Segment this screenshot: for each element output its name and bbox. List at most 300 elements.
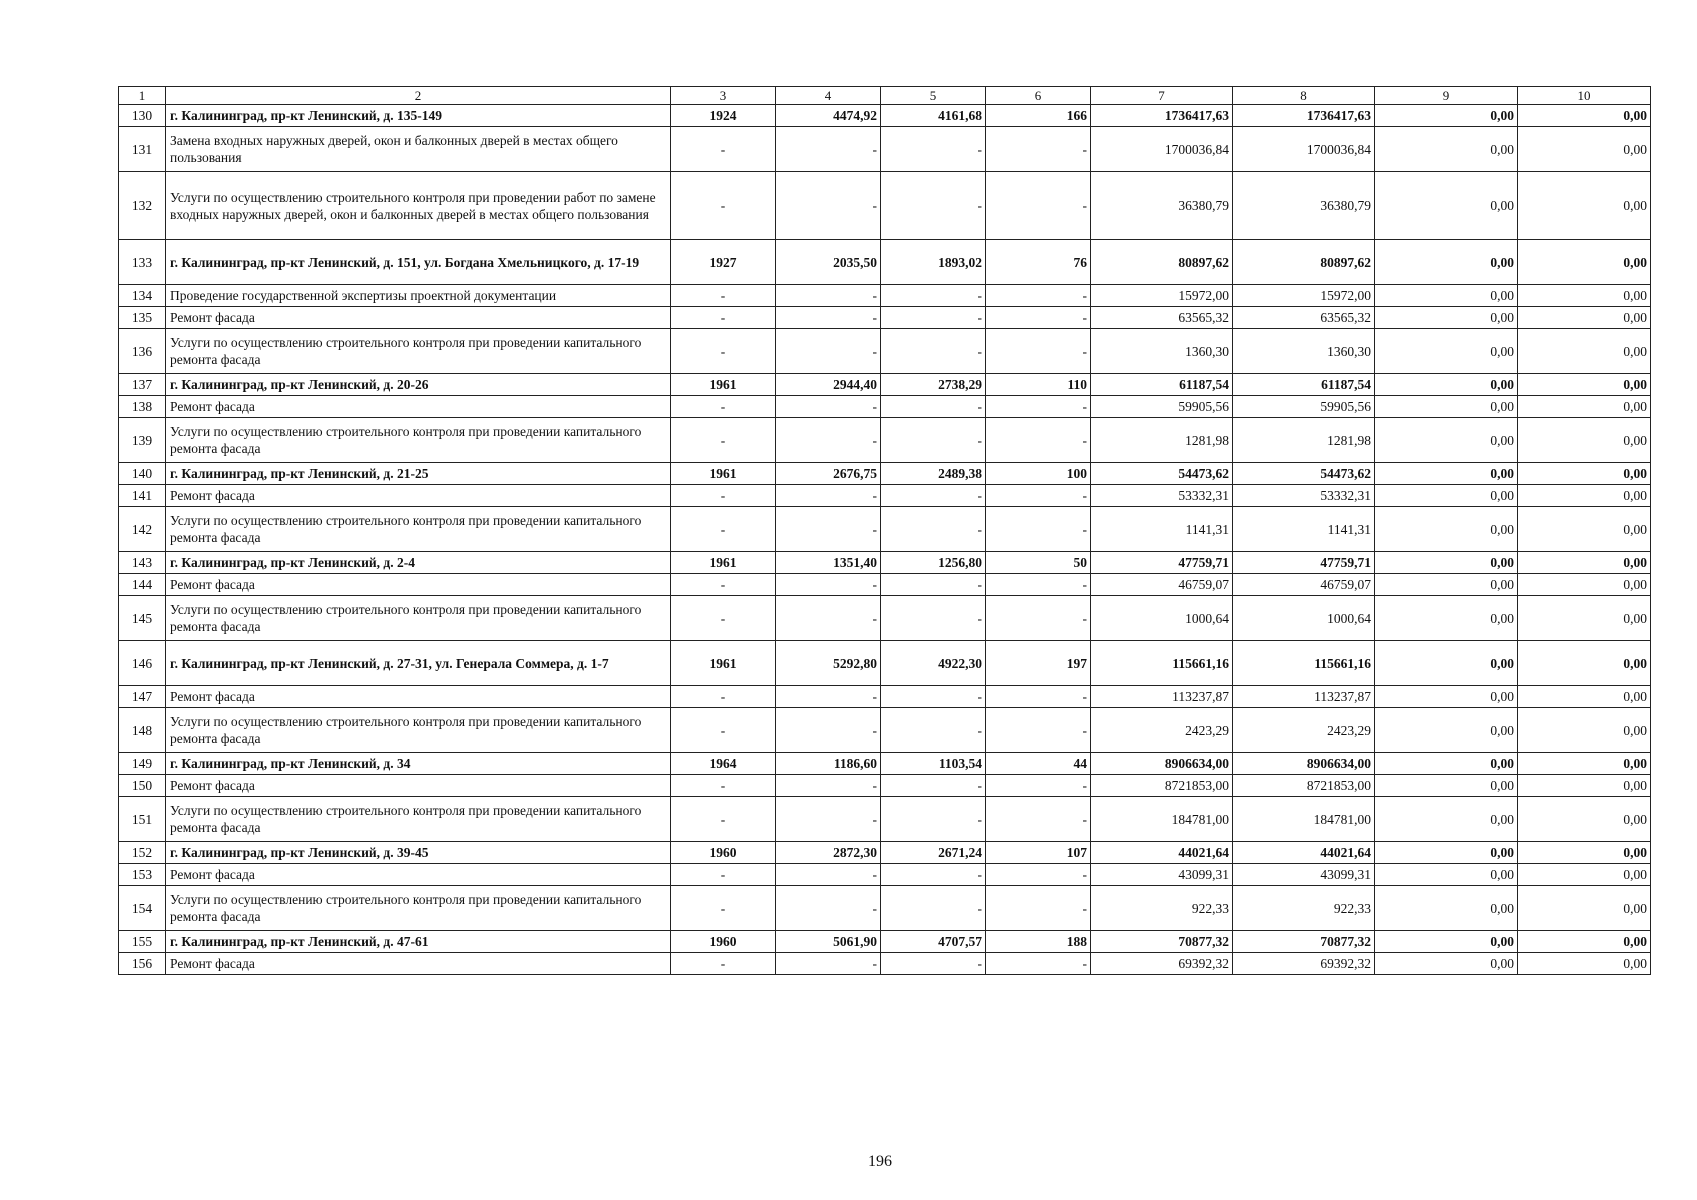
residents-cell: -: [986, 596, 1091, 641]
residents-cell: -: [986, 396, 1091, 418]
residents-cell: -: [986, 708, 1091, 753]
row-number: 138: [119, 396, 166, 418]
cost-other-cell: 0,00: [1518, 775, 1651, 797]
cost-budget-cell: 0,00: [1375, 105, 1518, 127]
cost-total-cell: 115661,16: [1091, 641, 1233, 686]
total-area-cell: -: [776, 886, 881, 931]
residents-cell: -: [986, 775, 1091, 797]
row-name: Ремонт фасада: [166, 953, 671, 975]
cost-budget-cell: 0,00: [1375, 641, 1518, 686]
row-name: Проведение государственной экспертизы проектной документации: [166, 285, 671, 307]
cost-budget-cell: 0,00: [1375, 552, 1518, 574]
residents-cell: 188: [986, 931, 1091, 953]
year-cell: 1960: [671, 842, 776, 864]
row-name: г. Калининград, пр-кт Ленинский, д. 151, ул. Богдана Хмельницкого, д. 17-19: [166, 240, 671, 285]
cost-total-cell: 1736417,63: [1091, 105, 1233, 127]
cost-other-cell: 0,00: [1518, 463, 1651, 485]
row-name: Ремонт фасада: [166, 686, 671, 708]
living-area-cell: -: [881, 686, 986, 708]
year-cell: -: [671, 953, 776, 975]
cost-budget-cell: 0,00: [1375, 172, 1518, 240]
cost-other-cell: 0,00: [1518, 105, 1651, 127]
total-area-cell: -: [776, 329, 881, 374]
cost-fund-cell: 80897,62: [1233, 240, 1375, 285]
residents-cell: -: [986, 172, 1091, 240]
living-area-cell: -: [881, 574, 986, 596]
total-area-cell: -: [776, 507, 881, 552]
year-cell: -: [671, 396, 776, 418]
column-number-header-row: [119, 87, 1651, 105]
residents-cell: 44: [986, 753, 1091, 775]
row-name: г. Калининград, пр-кт Ленинский, д. 21-25: [166, 463, 671, 485]
work-row: [119, 864, 1651, 886]
year-cell: 1961: [671, 641, 776, 686]
cost-other-cell: 0,00: [1518, 753, 1651, 775]
row-number: 147: [119, 686, 166, 708]
column-header: 1: [119, 87, 166, 105]
total-area-cell: 2944,40: [776, 374, 881, 396]
living-area-cell: -: [881, 708, 986, 753]
cost-other-cell: 0,00: [1518, 686, 1651, 708]
row-name: г. Калининград, пр-кт Ленинский, д. 34: [166, 753, 671, 775]
cost-other-cell: 0,00: [1518, 842, 1651, 864]
year-cell: -: [671, 596, 776, 641]
work-row: [119, 574, 1651, 596]
row-number: 154: [119, 886, 166, 931]
total-area-cell: -: [776, 127, 881, 172]
cost-fund-cell: 63565,32: [1233, 307, 1375, 329]
cost-budget-cell: 0,00: [1375, 396, 1518, 418]
year-cell: -: [671, 485, 776, 507]
cost-fund-cell: 184781,00: [1233, 797, 1375, 842]
cost-fund-cell: 46759,07: [1233, 574, 1375, 596]
total-area-cell: -: [776, 396, 881, 418]
cost-total-cell: 1281,98: [1091, 418, 1233, 463]
work-row: [119, 507, 1651, 552]
row-number: 150: [119, 775, 166, 797]
living-area-cell: 2489,38: [881, 463, 986, 485]
work-row: [119, 886, 1651, 931]
cost-fund-cell: 115661,16: [1233, 641, 1375, 686]
year-cell: -: [671, 172, 776, 240]
total-area-cell: 1186,60: [776, 753, 881, 775]
row-name: Услуги по осуществлению строительного контроля при проведении капитального ремонта фасада: [166, 418, 671, 463]
row-name: Услуги по осуществлению строительного контроля при проведении капитального ремонта фасада: [166, 596, 671, 641]
work-row: [119, 418, 1651, 463]
row-number: 142: [119, 507, 166, 552]
work-row: [119, 775, 1651, 797]
cost-other-cell: 0,00: [1518, 285, 1651, 307]
cost-budget-cell: 0,00: [1375, 485, 1518, 507]
residents-cell: -: [986, 307, 1091, 329]
total-area-cell: -: [776, 307, 881, 329]
row-name: Ремонт фасада: [166, 864, 671, 886]
column-header: 3: [671, 87, 776, 105]
living-area-cell: 4161,68: [881, 105, 986, 127]
cost-other-cell: 0,00: [1518, 307, 1651, 329]
total-area-cell: -: [776, 797, 881, 842]
row-number: 132: [119, 172, 166, 240]
column-header: 10: [1518, 87, 1651, 105]
living-area-cell: -: [881, 953, 986, 975]
total-area-cell: -: [776, 418, 881, 463]
cost-other-cell: 0,00: [1518, 396, 1651, 418]
cost-total-cell: 2423,29: [1091, 708, 1233, 753]
year-cell: -: [671, 127, 776, 172]
row-name: Замена входных наружных дверей, окон и балконных дверей в местах общего пользования: [166, 127, 671, 172]
cost-fund-cell: 1736417,63: [1233, 105, 1375, 127]
row-number: 155: [119, 931, 166, 953]
work-row: [119, 596, 1651, 641]
cost-total-cell: 53332,31: [1091, 485, 1233, 507]
cost-total-cell: 59905,56: [1091, 396, 1233, 418]
total-area-cell: -: [776, 485, 881, 507]
column-header: 2: [166, 87, 671, 105]
cost-other-cell: 0,00: [1518, 886, 1651, 931]
year-cell: -: [671, 686, 776, 708]
residents-cell: 110: [986, 374, 1091, 396]
address-row: [119, 552, 1651, 574]
cost-budget-cell: 0,00: [1375, 329, 1518, 374]
cost-fund-cell: 8721853,00: [1233, 775, 1375, 797]
residents-cell: 100: [986, 463, 1091, 485]
row-name: Услуги по осуществлению строительного контроля при проведении капитального ремонта фасада: [166, 507, 671, 552]
residents-cell: 76: [986, 240, 1091, 285]
year-cell: -: [671, 708, 776, 753]
living-area-cell: -: [881, 507, 986, 552]
cost-budget-cell: 0,00: [1375, 864, 1518, 886]
work-row: [119, 307, 1651, 329]
cost-budget-cell: 0,00: [1375, 307, 1518, 329]
living-area-cell: -: [881, 886, 986, 931]
row-name: Услуги по осуществлению строительного контроля при проведении капитального ремонта фасада: [166, 329, 671, 374]
year-cell: -: [671, 507, 776, 552]
cost-total-cell: 1000,64: [1091, 596, 1233, 641]
column-header: 8: [1233, 87, 1375, 105]
year-cell: 1927: [671, 240, 776, 285]
cost-budget-cell: 0,00: [1375, 374, 1518, 396]
cost-fund-cell: 1000,64: [1233, 596, 1375, 641]
address-row: [119, 374, 1651, 396]
cost-other-cell: 0,00: [1518, 172, 1651, 240]
column-header: 5: [881, 87, 986, 105]
cost-other-cell: 0,00: [1518, 240, 1651, 285]
row-number: 133: [119, 240, 166, 285]
cost-total-cell: 69392,32: [1091, 953, 1233, 975]
cost-total-cell: 54473,62: [1091, 463, 1233, 485]
cost-total-cell: 44021,64: [1091, 842, 1233, 864]
row-name: г. Калининград, пр-кт Ленинский, д. 39-45: [166, 842, 671, 864]
cost-fund-cell: 69392,32: [1233, 953, 1375, 975]
cost-total-cell: 922,33: [1091, 886, 1233, 931]
cost-budget-cell: 0,00: [1375, 418, 1518, 463]
cost-fund-cell: 36380,79: [1233, 172, 1375, 240]
total-area-cell: 5061,90: [776, 931, 881, 953]
cost-total-cell: 1700036,84: [1091, 127, 1233, 172]
residents-cell: -: [986, 686, 1091, 708]
cost-budget-cell: 0,00: [1375, 953, 1518, 975]
cost-total-cell: 113237,87: [1091, 686, 1233, 708]
address-row: [119, 240, 1651, 285]
cost-budget-cell: 0,00: [1375, 463, 1518, 485]
cost-total-cell: 47759,71: [1091, 552, 1233, 574]
residents-cell: -: [986, 485, 1091, 507]
cost-budget-cell: 0,00: [1375, 797, 1518, 842]
cost-other-cell: 0,00: [1518, 864, 1651, 886]
living-area-cell: -: [881, 329, 986, 374]
cost-fund-cell: 1360,30: [1233, 329, 1375, 374]
work-row: [119, 708, 1651, 753]
year-cell: -: [671, 285, 776, 307]
row-number: 149: [119, 753, 166, 775]
residents-cell: -: [986, 507, 1091, 552]
cost-fund-cell: 70877,32: [1233, 931, 1375, 953]
row-name: Услуги по осуществлению строительного контроля при проведении капитального ремонта фасада: [166, 708, 671, 753]
living-area-cell: -: [881, 172, 986, 240]
column-header: 7: [1091, 87, 1233, 105]
row-number: 131: [119, 127, 166, 172]
year-cell: 1960: [671, 931, 776, 953]
year-cell: -: [671, 864, 776, 886]
row-name: Ремонт фасада: [166, 307, 671, 329]
row-name: Услуги по осуществлению строительного контроля при проведении работ по замене входных наружных дверей, окон и балконных дверей в местах общего пользования: [166, 172, 671, 240]
cost-total-cell: 70877,32: [1091, 931, 1233, 953]
address-row: [119, 641, 1651, 686]
row-number: 152: [119, 842, 166, 864]
total-area-cell: -: [776, 172, 881, 240]
living-area-cell: -: [881, 797, 986, 842]
year-cell: 1964: [671, 753, 776, 775]
cost-other-cell: 0,00: [1518, 574, 1651, 596]
residents-cell: -: [986, 886, 1091, 931]
row-number: 151: [119, 797, 166, 842]
cost-other-cell: 0,00: [1518, 418, 1651, 463]
cost-budget-cell: 0,00: [1375, 886, 1518, 931]
living-area-cell: 1893,02: [881, 240, 986, 285]
cost-total-cell: 1141,31: [1091, 507, 1233, 552]
total-area-cell: 2872,30: [776, 842, 881, 864]
work-row: [119, 172, 1651, 240]
total-area-cell: -: [776, 285, 881, 307]
cost-total-cell: 63565,32: [1091, 307, 1233, 329]
living-area-cell: -: [881, 307, 986, 329]
cost-fund-cell: 1700036,84: [1233, 127, 1375, 172]
year-cell: -: [671, 886, 776, 931]
living-area-cell: 2738,29: [881, 374, 986, 396]
total-area-cell: 2035,50: [776, 240, 881, 285]
row-name: Ремонт фасада: [166, 396, 671, 418]
address-row: [119, 842, 1651, 864]
cost-budget-cell: 0,00: [1375, 596, 1518, 641]
cost-fund-cell: 43099,31: [1233, 864, 1375, 886]
work-row: [119, 797, 1651, 842]
cost-total-cell: 80897,62: [1091, 240, 1233, 285]
row-number: 143: [119, 552, 166, 574]
work-row: [119, 329, 1651, 374]
total-area-cell: 1351,40: [776, 552, 881, 574]
work-row: [119, 396, 1651, 418]
year-cell: 1924: [671, 105, 776, 127]
work-row: [119, 285, 1651, 307]
row-name: Ремонт фасада: [166, 574, 671, 596]
residents-cell: -: [986, 864, 1091, 886]
residents-cell: -: [986, 797, 1091, 842]
year-cell: 1961: [671, 463, 776, 485]
total-area-cell: -: [776, 775, 881, 797]
cost-fund-cell: 1281,98: [1233, 418, 1375, 463]
cost-total-cell: 8906634,00: [1091, 753, 1233, 775]
living-area-cell: 2671,24: [881, 842, 986, 864]
row-name: г. Калининград, пр-кт Ленинский, д. 27-31, ул. Генерала Соммера, д. 1-7: [166, 641, 671, 686]
row-number: 134: [119, 285, 166, 307]
row-name: г. Калининград, пр-кт Ленинский, д. 135-149: [166, 105, 671, 127]
total-area-cell: 2676,75: [776, 463, 881, 485]
cost-fund-cell: 15972,00: [1233, 285, 1375, 307]
cost-fund-cell: 1141,31: [1233, 507, 1375, 552]
row-name: Ремонт фасада: [166, 485, 671, 507]
residents-cell: 197: [986, 641, 1091, 686]
cost-fund-cell: 2423,29: [1233, 708, 1375, 753]
row-name: Ремонт фасада: [166, 775, 671, 797]
total-area-cell: -: [776, 596, 881, 641]
cost-fund-cell: 54473,62: [1233, 463, 1375, 485]
cost-other-cell: 0,00: [1518, 596, 1651, 641]
total-area-cell: -: [776, 864, 881, 886]
column-header: 6: [986, 87, 1091, 105]
year-cell: -: [671, 797, 776, 842]
cost-total-cell: 8721853,00: [1091, 775, 1233, 797]
address-row: [119, 105, 1651, 127]
work-row: [119, 485, 1651, 507]
address-row: [119, 753, 1651, 775]
row-number: 141: [119, 485, 166, 507]
living-area-cell: 4707,57: [881, 931, 986, 953]
residents-cell: -: [986, 418, 1091, 463]
row-name: г. Калининград, пр-кт Ленинский, д. 2-4: [166, 552, 671, 574]
cost-other-cell: 0,00: [1518, 485, 1651, 507]
total-area-cell: 4474,92: [776, 105, 881, 127]
residents-cell: 166: [986, 105, 1091, 127]
cost-total-cell: 36380,79: [1091, 172, 1233, 240]
year-cell: -: [671, 574, 776, 596]
row-name: г. Калининград, пр-кт Ленинский, д. 47-61: [166, 931, 671, 953]
living-area-cell: -: [881, 596, 986, 641]
cost-other-cell: 0,00: [1518, 953, 1651, 975]
row-number: 136: [119, 329, 166, 374]
cost-budget-cell: 0,00: [1375, 240, 1518, 285]
cost-total-cell: 46759,07: [1091, 574, 1233, 596]
residents-cell: 50: [986, 552, 1091, 574]
year-cell: -: [671, 307, 776, 329]
residents-cell: -: [986, 127, 1091, 172]
repair-program-table: [118, 86, 1651, 975]
row-number: 137: [119, 374, 166, 396]
living-area-cell: -: [881, 396, 986, 418]
column-header: 9: [1375, 87, 1518, 105]
cost-fund-cell: 113237,87: [1233, 686, 1375, 708]
cost-total-cell: 61187,54: [1091, 374, 1233, 396]
total-area-cell: -: [776, 686, 881, 708]
cost-total-cell: 43099,31: [1091, 864, 1233, 886]
living-area-cell: 1103,54: [881, 753, 986, 775]
cost-fund-cell: 47759,71: [1233, 552, 1375, 574]
cost-other-cell: 0,00: [1518, 552, 1651, 574]
row-number: 145: [119, 596, 166, 641]
living-area-cell: -: [881, 864, 986, 886]
cost-budget-cell: 0,00: [1375, 285, 1518, 307]
cost-budget-cell: 0,00: [1375, 127, 1518, 172]
row-number: 146: [119, 641, 166, 686]
cost-total-cell: 1360,30: [1091, 329, 1233, 374]
residents-cell: -: [986, 574, 1091, 596]
row-name: Услуги по осуществлению строительного контроля при проведении капитального ремонта фасада: [166, 886, 671, 931]
row-number: 135: [119, 307, 166, 329]
residents-cell: -: [986, 953, 1091, 975]
work-row: [119, 686, 1651, 708]
cost-other-cell: 0,00: [1518, 708, 1651, 753]
cost-budget-cell: 0,00: [1375, 507, 1518, 552]
cost-budget-cell: 0,00: [1375, 775, 1518, 797]
cost-fund-cell: 44021,64: [1233, 842, 1375, 864]
cost-other-cell: 0,00: [1518, 374, 1651, 396]
work-row: [119, 127, 1651, 172]
cost-other-cell: 0,00: [1518, 641, 1651, 686]
row-number: 144: [119, 574, 166, 596]
cost-other-cell: 0,00: [1518, 127, 1651, 172]
year-cell: -: [671, 418, 776, 463]
row-name: Услуги по осуществлению строительного контроля при проведении капитального ремонта фасада: [166, 797, 671, 842]
cost-budget-cell: 0,00: [1375, 842, 1518, 864]
total-area-cell: -: [776, 708, 881, 753]
year-cell: 1961: [671, 552, 776, 574]
row-number: 148: [119, 708, 166, 753]
cost-budget-cell: 0,00: [1375, 708, 1518, 753]
row-number: 156: [119, 953, 166, 975]
work-row: [119, 953, 1651, 975]
living-area-cell: 4922,30: [881, 641, 986, 686]
row-number: 153: [119, 864, 166, 886]
cost-budget-cell: 0,00: [1375, 686, 1518, 708]
cost-budget-cell: 0,00: [1375, 753, 1518, 775]
year-cell: -: [671, 329, 776, 374]
column-header: 4: [776, 87, 881, 105]
address-row: [119, 463, 1651, 485]
cost-budget-cell: 0,00: [1375, 574, 1518, 596]
living-area-cell: -: [881, 285, 986, 307]
living-area-cell: -: [881, 127, 986, 172]
cost-total-cell: 184781,00: [1091, 797, 1233, 842]
residents-cell: 107: [986, 842, 1091, 864]
living-area-cell: -: [881, 485, 986, 507]
cost-fund-cell: 8906634,00: [1233, 753, 1375, 775]
total-area-cell: 5292,80: [776, 641, 881, 686]
cost-other-cell: 0,00: [1518, 329, 1651, 374]
cost-fund-cell: 53332,31: [1233, 485, 1375, 507]
living-area-cell: -: [881, 775, 986, 797]
cost-budget-cell: 0,00: [1375, 931, 1518, 953]
row-number: 140: [119, 463, 166, 485]
year-cell: -: [671, 775, 776, 797]
row-number: 139: [119, 418, 166, 463]
total-area-cell: -: [776, 574, 881, 596]
address-row: [119, 931, 1651, 953]
cost-fund-cell: 59905,56: [1233, 396, 1375, 418]
cost-total-cell: 15972,00: [1091, 285, 1233, 307]
living-area-cell: -: [881, 418, 986, 463]
total-area-cell: -: [776, 953, 881, 975]
cost-other-cell: 0,00: [1518, 931, 1651, 953]
page-number: 196: [868, 1153, 892, 1170]
